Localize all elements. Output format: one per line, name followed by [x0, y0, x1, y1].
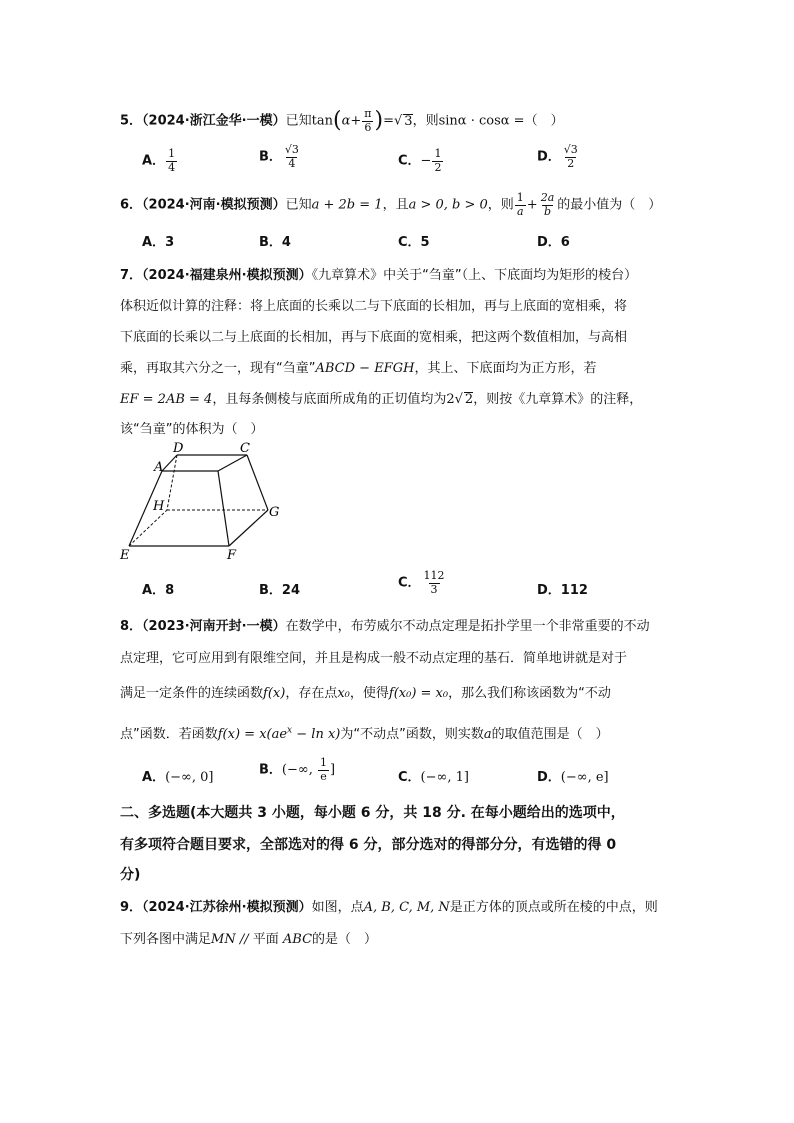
option-b[interactable]: B． $\frac{√3}{4}$ — [259, 143, 299, 170]
fraction-pi-over-6: $\frac{\pi}{6}$ — [364, 107, 372, 134]
label-F: F — [227, 548, 237, 563]
option-c[interactable]: C．(−∞, 1] — [398, 770, 469, 785]
option-b[interactable]: B．24 — [259, 583, 301, 598]
question-number: 5． — [120, 113, 143, 129]
question-9: 9．（2024·江苏徐州·模拟预测）如图，点A, B, C, M, N是正方体的顶点或所在棱的中点，则 — [120, 900, 658, 915]
question-7: 7．（2024·福建泉州·模拟预测）《九章算术》中关于“刍童”（上、下底面均为矩形的棱台） — [120, 268, 638, 283]
section-heading-line2: 有多项符合题目要求，全部选对的得 6 分，部分选对的得部分分，有选错的得 0 — [120, 837, 617, 853]
label-E: E — [120, 548, 130, 563]
option-d[interactable]: D．(−∞, e] — [537, 770, 609, 785]
question-6: 6．（2024·河南·模拟预测）已知a + 2b = 1，且a > 0, b > 0，则 $\frac{1}{a}$ + $\frac{2a}{b}$ 的最小值为（ ） — [120, 191, 662, 218]
option-d[interactable]: D．112 — [537, 583, 588, 598]
option-d[interactable]: D．6 — [537, 235, 570, 250]
option-c[interactable]: C．5 — [398, 235, 430, 250]
label-G: G — [269, 505, 280, 520]
section-heading-line3: 分) — [120, 867, 141, 883]
option-b[interactable]: B．(−∞, $\frac{1}{e}$ ] — [259, 756, 336, 783]
option-d[interactable]: D． $\frac{√3}{2}$ — [537, 143, 578, 170]
option-c[interactable]: C．− $\frac{1}{2}$ — [398, 147, 442, 174]
frustum-figure — [115, 438, 295, 568]
label-D: D — [173, 441, 184, 456]
question-5: 5．（2024·浙江金华·一模）已知tan(α+ $\frac{\pi}{6}$ )=√ 3，则sinα · cosα =（ ） — [120, 107, 564, 134]
label-C: C — [240, 441, 250, 456]
exam-page: 5．（2024·浙江金华·一模）已知tan(α+ $\frac{\pi}{6}$ )=√ 3，则sinα · cosα =（ ） A． $\frac{1}{4}$ B． $\frac{√3}{4}$ C．− $\frac{1}{2}$ D． $\frac{√3}{2}$ 6．（2024·河南·模拟预测）已知a + 2b = 1，且a > 0, b > 0，则 $\frac{1}{a}$ + $\frac{2a}{b}$ 的最小值为（ ） A．3 B．4 C．5 D．6 7．（2024·福建泉州·模拟预测）《九章算术》中关于“刍童”（上、下底面均为矩形的棱台） 体积近似计算的注释：将上底面的长乘以二与下底面的长相加，再与上底面的宽相乘，将 下底面的长乘以二与上底面的长相加，再与下底面的宽相乘，把这两个数值相加，与高相 乘，再取其六分之一，现有“刍童”ABCD − EFGH，其上、下底面均为正方形，若 EF = 2AB = 4，且每条侧棱与底面所成角的正切值均为2√ 2，则按《九章算术》的注释， 该“刍童”的体积为（ ） D C A H G E F A．8 B．24 C． $\frac{112}{3}$ D．112 8．（2023·河南开封·一模）在数学中，布劳威尔不动点定理是拓扑学里一个非常重要的不动 点定理，它可应用到有限维空间，并且是构成一般不动点定理的基石．简单地讲就是对于 满足一定条件的连续函数f(x)，存在点x₀，使得f(x₀) = x₀，那么我们称该函数为“不动 点”函数．若函数$f(x) = x(ae^x - \ln x)$为“不动点”函数，则实数a的取值范围是（ ） A．(−∞, 0] B．(−∞, $\frac{1}{e}$ ] C．(−∞, 1] D．(−∞, e] 二、多选题(本大题共 3 小题，每小题 6 分，共 18 分. 在每小题给出的选项中， 有多项符合题目要求，全部选对的得 6 分，部分选对的得部分分，有选错的得 0 分) 9．（2024·江苏徐州·模拟预测）如图，点A, B, C, M, N是正方体的顶点或所在棱的中点，则 下列各图中满足MN // 平面 ABC的是（ ） — [0, 0, 794, 1123]
option-a[interactable]: A．3 — [142, 235, 175, 250]
question-8: 8．（2023·河南开封·一模）在数学中，布劳威尔不动点定理是拓扑学里一个非常重要的不动 — [120, 619, 650, 634]
section-heading: 二、多选题(本大题共 3 小题，每小题 6 分，共 18 分. 在每小题给出的选项中， — [120, 805, 625, 821]
label-A: A — [154, 460, 164, 475]
option-a[interactable]: A．(−∞, 0] — [142, 770, 214, 785]
option-a[interactable]: A．8 — [142, 583, 175, 598]
question-source: （2024·浙江金华·一模） — [142, 113, 286, 129]
option-a[interactable]: A． $\frac{1}{4}$ — [142, 147, 176, 174]
option-b[interactable]: B．4 — [259, 235, 291, 250]
label-H: H — [153, 499, 165, 514]
option-c[interactable]: C． $\frac{112}{3}$ — [398, 569, 445, 596]
